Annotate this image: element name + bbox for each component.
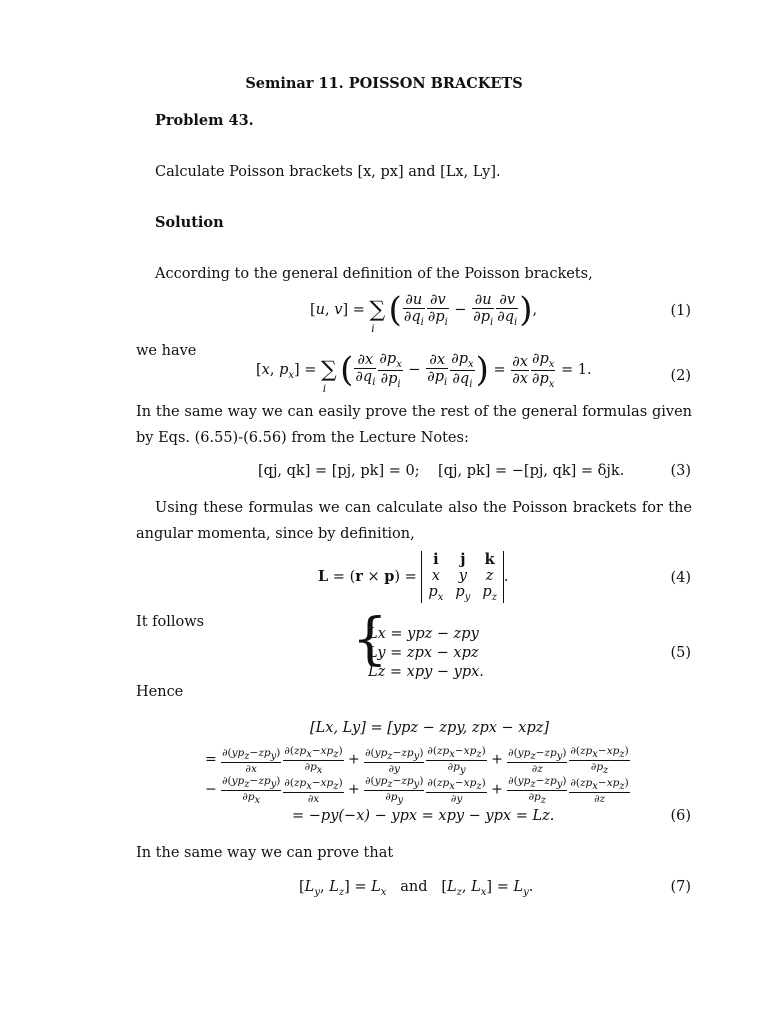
equation-5-line-1: Lx = ypz − zpy <box>368 626 479 642</box>
equation-7: [$L_y$, $L_z] = L_x$ and [$L_z$, $L_x] = L_y$. <box>299 879 534 898</box>
equation-5-line-2: Ly = zpx − xpz <box>368 645 479 661</box>
equation-6-line-1: [Lx, Ly] = [ypz − zpy, zpx − xpz] <box>310 720 550 736</box>
equation-number-5: (5) <box>670 645 691 661</box>
equation-number-3: (3) <box>670 463 691 479</box>
equation-number-2: (2) <box>670 368 691 384</box>
equation-4: L = (r × p) = i j k x y z $p_x$ $p_y$ $p_z$. <box>318 551 509 603</box>
equation-number-4: (4) <box>670 570 691 586</box>
text-we-have: we have <box>136 343 197 359</box>
problem-heading: Problem 43. <box>155 112 254 129</box>
equation-6-line-4: = −py(−x) − ypx = xpy − ypx = Lz. <box>292 808 555 824</box>
equation-6-line-2: = $\frac{\partial(yp_z-zp_y)}{\partial x}$ $\frac{\partial(zp_x-xp_z)}{\partial p_x}$ + $\frac{\partial(yp_z-zp_y)}{\partial y}$ $\frac{\partial(zp_x-xp_z)}{\partial p_y}$ + $\frac{\partial(yp_z-zp_y)}{\partial z}$ $\frac{\partial(zp_x-xp_z)}{\partial p_z}$ <box>205 745 629 777</box>
task-statement: Calculate Poisson brackets [x, px] and [Lx, Ly]. <box>155 164 501 180</box>
paragraph-general-formulas: In the same way we can easily prove the rest of the general formulas given by Eqs. (6.55)-(6.56) from the Lecture Notes: <box>136 404 692 446</box>
equation-1: [u, $v] = \sum_i$ ( $\frac{\partial u}{\partial q_i}$ $\frac{\partial v}{\partial p_i}$ − $\frac{\partial u}{\partial p_i}$ $\frac{\partial v}{\partial q_i}$ ), <box>310 290 538 335</box>
text-it-follows: It follows <box>136 614 205 630</box>
equation-5-line-3: Lz = xpy − ypx. <box>368 664 484 680</box>
equation-number-1: (1) <box>670 303 691 319</box>
paragraph-definition: According to the general definition of the Poisson brackets, <box>155 266 593 282</box>
equation-6-line-3: − $\frac{\partial(yp_z-zp_y)}{\partial p_x}$ $\frac{\partial(zp_x-xp_z)}{\partial x}$ + $\frac{\partial(yp_z-zp_y)}{\partial p_y}$ $\frac{\partial(zp_x-xp_z)}{\partial y}$ + $\frac{\partial(yp_z-zp_y)}{\partial p_z}$ $\frac{\partial(zp_x-xp_z)}{\partial z}$ <box>205 775 629 807</box>
equation-number-7: (7) <box>670 879 691 895</box>
paragraph-prove-that: In the same way we can prove that <box>136 845 394 861</box>
equation-3: [qj, qk] = [pj, pk] = 0; [qj, pk] = −[pj, qk] = δjk. <box>258 463 625 479</box>
solution-heading: Solution <box>155 214 224 231</box>
equation-7-and: and <box>400 879 428 895</box>
equation-2: [x, $p_x] = \sum_i$ ( $\frac{\partial x}{\partial q_i}$ $\frac{\partial p_x}{\partial p_i}$ − $\frac{\partial x}{\partial p_i}$ $\frac{\partial p_x}{\partial q_i}$ ) = $\frac{\partial x}{\partial x}$ $\frac{\partial p_x}{\partial p_x}$ = 1. <box>256 350 592 395</box>
determinant-matrix: i j k x y z $p_x$ $p_y$ $p_z$ <box>421 551 503 603</box>
paragraph-angular-momenta: Using these formulas we can calculate also the Poisson brackets for the angular momenta, since by definition, <box>136 500 692 542</box>
page-title: Seminar 11. POISSON BRACKETS <box>245 75 523 92</box>
text-hence: Hence <box>136 684 184 700</box>
paper-page: Seminar 11. POISSON BRACKETS Problem 43. Calculate Poisson brackets [x, px] and [Lx, Ly]. Solution According to the general definition of the Poisson brackets, [u, $v] = \sum_i$ ( $\frac{\partial u}{\partial q_i}$ $\frac{\partial v}{\partial p_i}$ − $\frac{\partial u}{\partial p_i}$ $\frac{\partial v}{\partial q_i}$ ), (1) we have [x, $p_x] = \sum_i$ ( $\frac{\partial x}{\partial q_i}$ $\frac{\partial p_x}{\partial p_i}$ − $\frac{\partial x}{\partial p_i}$ $\frac{\partial p_x}{\partial q_i}$ ) = $\frac{\partial x}{\partial x}$ $\frac{\partial p_x}{\partial p_x}$ = 1. (2) In the same way we can easily prove the rest of the general formulas given by Eqs. (6.55)-(6.56) from the Lecture Notes: [qj, qk] = [pj, pk] = 0; [qj, pk] = −[pj, qk] = δjk. (3) Using these formulas we can calculate also the Poisson brackets for the angular momenta, since by definition, L = (r × p) = i j k x y z $p_x$ $p_y$ $p_z$. (4) It follows { Lx = ypz − zpy Ly = zpx − xpz Lz = xpy − ypx. (5) Hence [Lx, Ly] = [ypz − zpy, zpx − xpz] = $\frac{\partial(yp_z-zp_y)}{\partial x}$ $\frac{\partial(zp_x-xp_z)}{\partial p_x}$ + $\frac{\partial(yp_z-zp_y)}{\partial y}$ $\frac{\partial(zp_x-xp_z)}{\partial p_y}$ + $\frac{\partial(yp_z-zp_y)}{\partial z}$ $\frac{\partial(zp_x-xp_z)}{\partial p_z}$ − $\frac{\partial(yp_z-zp_y)}{\partial p_x}$ $\frac{\partial(zp_x-xp_z)}{\partial x}$ + $\frac{\partial(yp_z-zp_y)}{\partial p_y}$ $\frac{\partial(zp_x-xp_z)}{\partial y}$ + $\frac{\partial(yp_z-zp_y)}{\partial p_z}$ $\frac{\partial(zp_x-xp_z)}{\partial z}$ = −py(−x) − ypx = xpy − ypx = Lz. (6) In the same way we can prove that [$L_y$, $L_z] = L_x$ and [$L_z$, $L_x] = L_y$. (7) <box>0 0 768 1024</box>
equation-number-6: (6) <box>670 808 691 824</box>
